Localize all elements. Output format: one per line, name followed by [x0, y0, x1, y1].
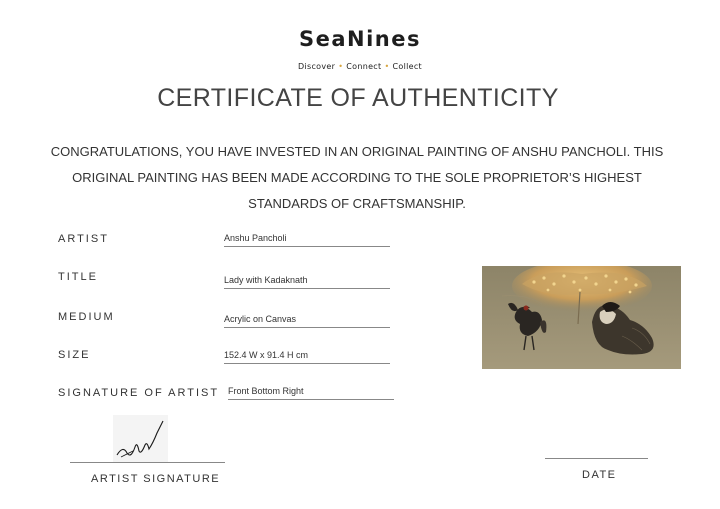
logo-wordmark	[0, 26, 720, 56]
date-label: DATE	[582, 469, 617, 481]
artist-signature-image	[113, 415, 168, 462]
logo-tag-connect: Connect	[346, 62, 382, 71]
logo-dot-icon: •	[338, 62, 344, 71]
logo	[0, 26, 720, 71]
logo-tag-discover: Discover	[298, 62, 336, 71]
congratulations-paragraph: CONGRATULATIONS, YOU HAVE INVESTED IN AN ORIGINAL PAINTING OF ANSHU PANCHOLI. THIS ORIGINAL PAINTING HAS BEEN MADE ACCORDING TO THE SOLE PROPRIETOR’S HIGHEST STANDARDS OF CRAFTSMANSHIP.	[50, 144, 664, 211]
artist-label: ARTIST	[58, 233, 109, 245]
date-line	[545, 458, 648, 459]
signature-label: SIGNATURE OF ARTIST	[58, 387, 220, 399]
artist-value: Anshu Pancholi	[224, 233, 390, 247]
painting-image	[482, 266, 681, 369]
logo-dot-icon: •	[384, 62, 390, 71]
logo-wordmark-svg	[298, 26, 422, 50]
certificate-title: CERTIFICATE OF AUTHENTICITY	[157, 84, 559, 112]
logo-wordmark-text: SeaNines	[298, 27, 422, 50]
medium-label: MEDIUM	[58, 311, 115, 323]
title-value: Lady with Kadaknath	[224, 275, 390, 289]
artist-signature-line	[70, 462, 225, 463]
size-value: 152.4 W x 91.4 H cm	[224, 350, 390, 364]
artist-signature-label: ARTIST SIGNATURE	[91, 473, 221, 485]
medium-value: Acrylic on Canvas	[224, 314, 390, 328]
signature-value: Front Bottom Right	[228, 386, 394, 400]
logo-tagline	[0, 62, 720, 71]
size-label: SIZE	[58, 349, 91, 361]
logo-tag-collect: Collect	[392, 62, 422, 71]
title-label: TITLE	[58, 271, 98, 283]
